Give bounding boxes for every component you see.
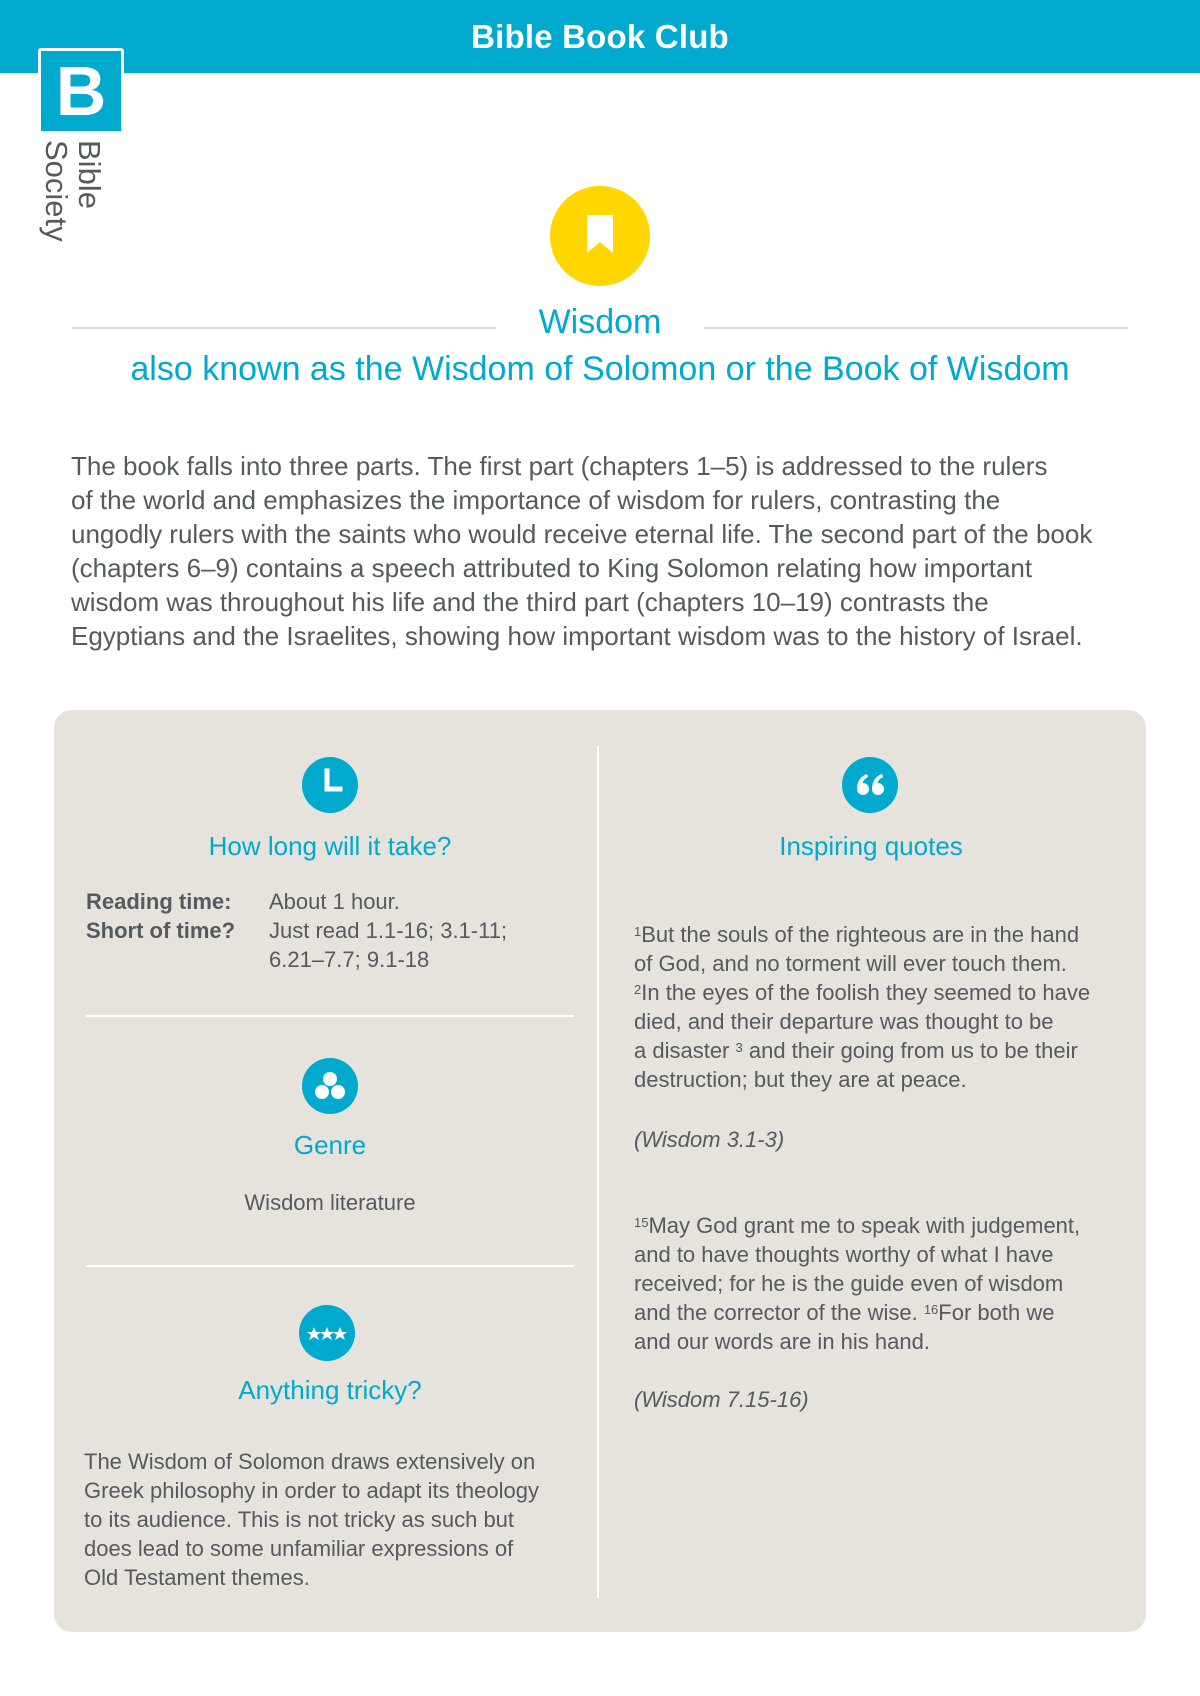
genre-value: Wisdom literature: [244, 1190, 416, 1215]
clock-icon: [302, 757, 358, 813]
verse-number: 16: [923, 1302, 939, 1317]
panel-section-divider: [86, 1265, 574, 1267]
intro-line: Egyptians and the Israelites, showing how important wisdom was to the history of Israel.: [71, 621, 1083, 651]
quote-2-reference: (Wisdom 7.15-16): [634, 1387, 809, 1412]
tricky-line: The Wisdom of Solomon draws extensively on: [84, 1449, 536, 1474]
time-heading: How long will it take?: [208, 831, 452, 861]
tricky-line: to its audience. This is not tricky as such but: [84, 1507, 515, 1532]
bookmark-icon: [581, 213, 619, 257]
verse-number: 1: [634, 924, 642, 939]
verse-number: 2: [634, 982, 642, 997]
logo-word-society: Society: [39, 140, 74, 242]
book-title: Wisdom: [538, 303, 662, 341]
time-icon-circle: [302, 757, 358, 813]
quote-1: [634, 920, 1114, 1094]
bookmark-badge: [550, 186, 650, 286]
reading-time-block: [86, 887, 576, 977]
header-title: Bible Book Club: [471, 18, 729, 55]
quote-line: But the souls of the righteous are in the hand: [641, 922, 1080, 947]
intro-line: wisdom was throughout his life and the third part (chapters 10–19) contrasts the: [71, 587, 989, 617]
intro-line: ungodly rulers with the saints who would receive eternal life. The second part of the book: [71, 519, 1093, 549]
panel-column-divider: [597, 746, 599, 1598]
logo-letter: B: [55, 52, 107, 130]
quotes-icon-circle: [842, 757, 898, 813]
quote-line: In the eyes of the foolish they seemed to have: [641, 980, 1091, 1005]
genre-heading: Genre: [293, 1130, 367, 1160]
genre-dots-icon: [302, 1058, 358, 1114]
tricky-line: Greek philosophy in order to adapt its theology: [84, 1478, 539, 1503]
quote-line: of God, and no torment will ever touch them.: [634, 951, 1067, 976]
intro-paragraph: [71, 449, 1141, 653]
quote-line: and our words are in his hand.: [634, 1329, 930, 1354]
bible-society-logo: [38, 48, 124, 134]
quote-line: and the corrector of the wise.: [634, 1300, 924, 1325]
logo-wordmark: [40, 140, 110, 260]
short-of-time-value: Just read 1.1-16; 3.1-11;: [269, 918, 508, 943]
quote-line: For both we: [938, 1300, 1055, 1325]
quote-line: May God grant me to speak with judgement,: [648, 1213, 1081, 1238]
quote-line: destruction; but they are at peace.: [634, 1067, 967, 1092]
verse-number: 15: [634, 1215, 649, 1230]
quote-line: and to have thoughts worthy of what I have: [634, 1242, 1054, 1267]
verse-number: 3: [735, 1040, 743, 1055]
tricky-line: Old Testament themes.: [84, 1565, 310, 1590]
intro-line: The book falls into three parts. The first part (chapters 1–5) is addressed to the rulers: [71, 451, 1048, 481]
reading-time-value: About 1 hour.: [269, 889, 400, 914]
quote-line: received; for he is the guide even of wisdom: [634, 1271, 1064, 1296]
panel-section-divider: [86, 1015, 574, 1017]
quote-line: and their going from us to be their: [742, 1038, 1078, 1063]
stars-icon: [299, 1305, 355, 1361]
quote-2: [634, 1211, 1114, 1356]
tricky-line: does lead to some unfamiliar expressions of: [84, 1536, 514, 1561]
reading-time-label: Reading time:: [86, 889, 232, 914]
tricky-icon-circle: [299, 1305, 355, 1361]
short-of-time-label: Short of time?: [86, 918, 236, 943]
quote-marks-icon: [842, 757, 898, 813]
quotes-heading: Inspiring quotes: [779, 831, 963, 861]
short-of-time-value-cont: 6.21–7.7; 9.1-18: [269, 947, 430, 972]
genre-icon-circle: [302, 1058, 358, 1114]
tricky-paragraph: [84, 1447, 584, 1592]
book-subtitle: also known as the Wisdom of Solomon or the Book of Wisdom: [130, 350, 1070, 388]
header-bar: [0, 0, 1200, 73]
tricky-heading: Anything tricky?: [238, 1375, 422, 1405]
intro-line: (chapters 6–9) contains a speech attributed to King Solomon relating how important: [71, 553, 1033, 583]
quote-line: died, and their departure was thought to be: [634, 1009, 1054, 1034]
logo-word-bible: Bible: [72, 140, 107, 209]
quote-1-reference: (Wisdom 3.1-3): [634, 1127, 785, 1152]
quote-line: a disaster: [634, 1038, 736, 1063]
intro-line: of the world and emphasizes the importance of wisdom for rulers, contrasting the: [71, 485, 1001, 515]
